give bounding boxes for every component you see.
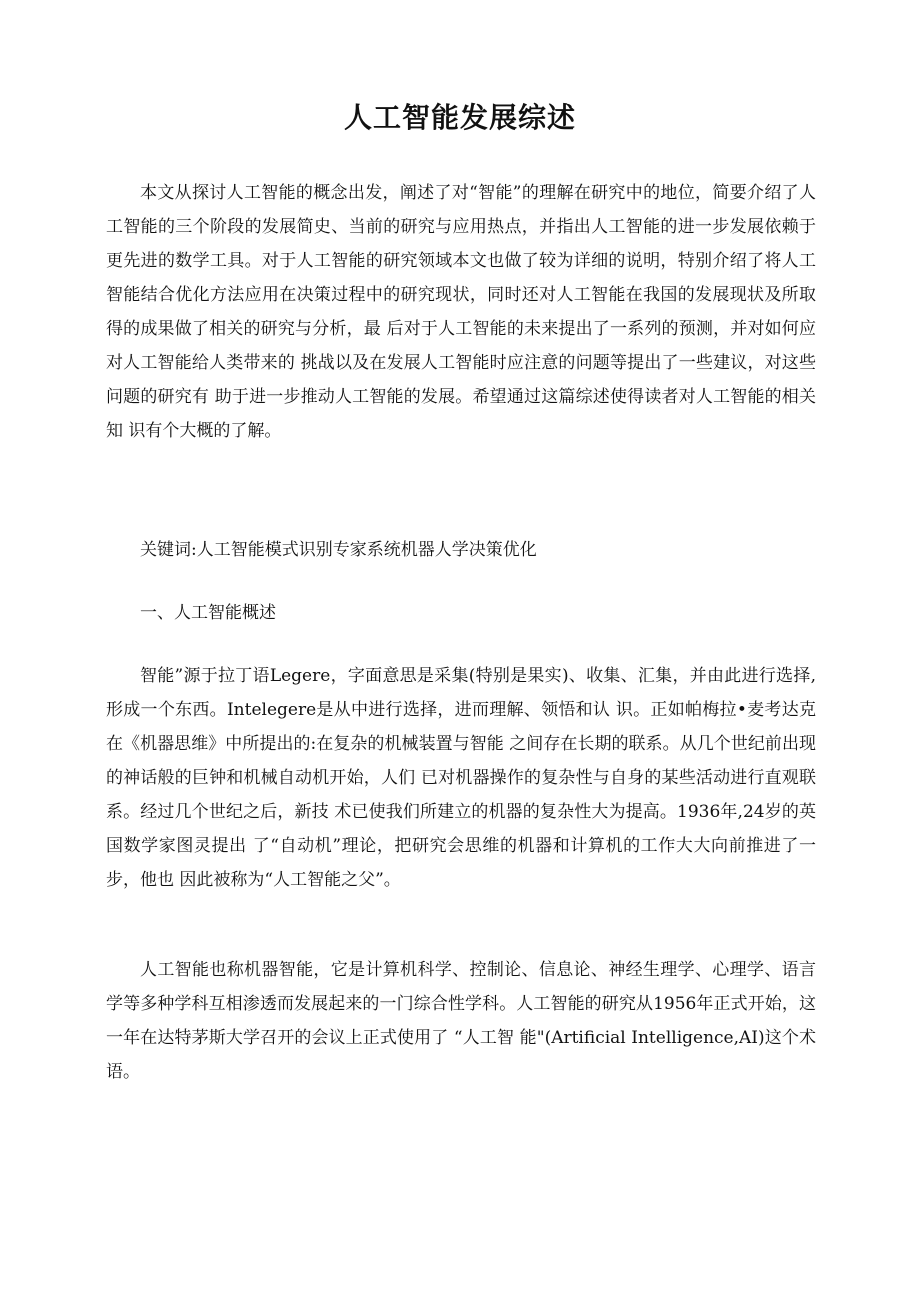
body-paragraph-2: 人工智能也称机器智能，它是计算机科学、控制论、信息论、神经生理学、心理学、语言学等多种学科互相渗透而发展起来的一门综合性学科。人工智能的研究从1956年正式开始，这一年在达特茅斯大学召开的会议上正式使用了 “人工智 能"(Artificial Intelligence,AI)这个术语。 <box>106 960 816 1082</box>
document-title: 人工智能发展综述 <box>343 101 576 134</box>
keywords-line: 关键词:人工智能模式识别专家系统机器人学决策优化 <box>140 540 537 560</box>
body-paragraph-1: 智能”源于拉丁语Legere，字面意思是采集(特别是果实)、收集、汇集，并由此进行选择,形成一个东西。Intelegere是从中进行选择，进而理解、领悟和认 识。正如帕梅拉•麦考达克在《机器思维》中所提出的:在复杂的机械装置与智能 之间存在长期的联系。从几个世纪前出现的神话般的巨钟和机械自动机开始，人们 已对机器操作的复杂性与自身的某些活动进行直观联系。经过几个世纪之后，新技 术已使我们所建立的机器的复杂性大为提高。1936年,24岁的英国数学家图灵提出 了“自动机”理论，把研究会思维的机器和计算机的工作大大向前推进了一步，他也 因此被称为“人工智能之父”。 <box>106 666 816 890</box>
section-heading: 一、人工智能概述 <box>140 603 276 623</box>
abstract-paragraph: 本文从探讨人工智能的概念出发，阐述了对“智能”的理解在研究中的地位，简要介绍了人工智能的三个阶段的发展简史、当前的研究与应用热点，并指出人工智能的进一步发展依赖于更先进的数学工具。对于人工智能的研究领域本文也做了较为详细的说明，特别介绍了将人工智能结合优化方法应用在决策过程中的研究现状，同时还对人工智能在我国的发展现状及所取得的成果做了相关的研究与分析，最 后对于人工智能的未来提出了一系列的预测，并对如何应对人工智能给人类带来的 挑战以及在发展人工智能时应注意的问题等提出了一些建议，对这些问题的研究有 助于进一步推动人工智能的发展。希望通过这篇综述使得读者对人工智能的相关知 识有个大概的了解。 <box>106 183 816 441</box>
